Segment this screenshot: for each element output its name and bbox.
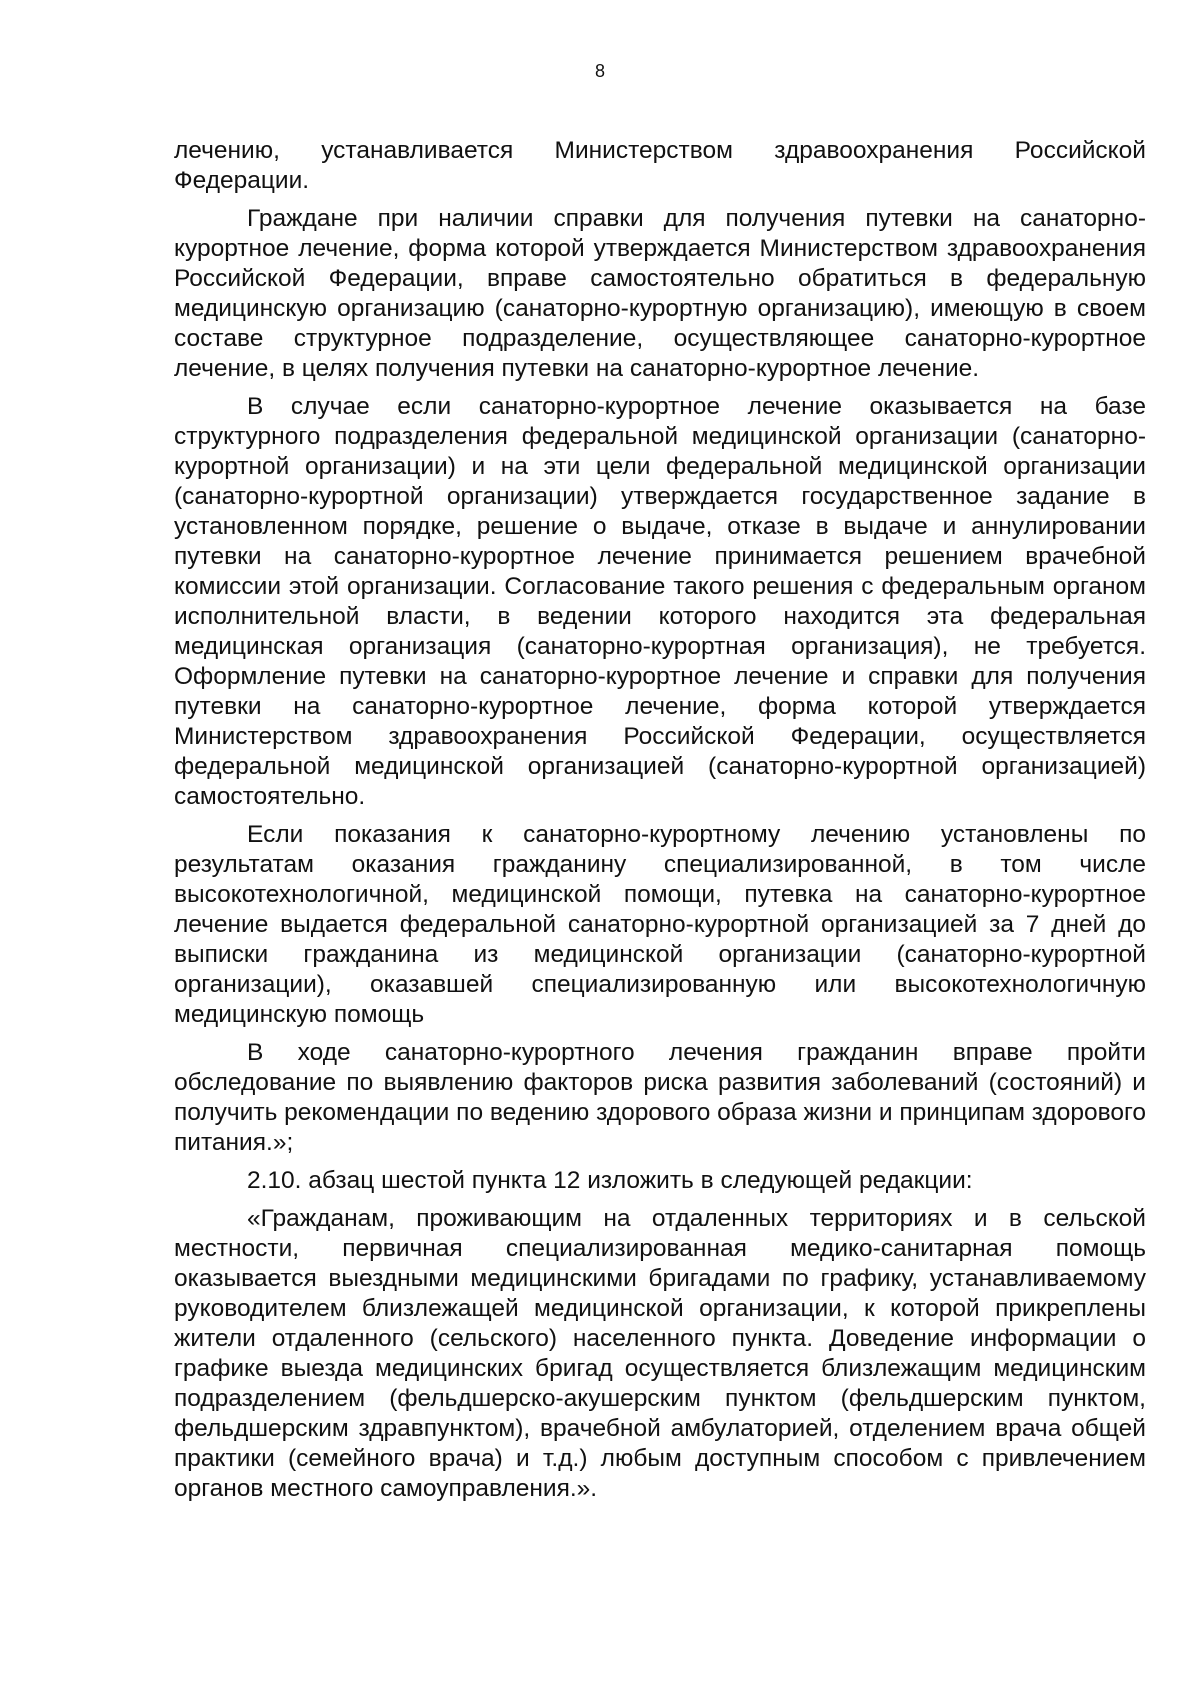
document-body [174, 136, 1146, 1512]
paragraph-structural-unit: В случае если санаторно-курортное лечение оказывается на базе структурного подразделения федеральной медицинской организации (санаторно-курортной организации) и на эти цели федеральной медицинской организации (санаторно-курортной организации) утверждается государственное задание в установленном порядке, решение о выдаче, отказе в выдаче и аннулировании путевки на санаторно-курортное лечение принимается решением врачебной комиссии этой организации. Согласование такого решения с федеральным органом исполнительной власти, в ведении которого находится эта федеральная медицинская организация (санаторно-курортная организация), не требуется. Оформление путевки на санаторно-курортное лечение и справки для получения путевки на санаторно-курортное лечение, форма которой утверждается Министерством здравоохранения Российской Федерации, осуществляется федеральной медицинской организацией (санаторно-курортной организацией) самостоятельно. [174, 393, 1146, 810]
paragraph-risk-screening: В ходе санаторно-курортного лечения гражданин вправе пройти обследование по выявлению факторов риска развития заболеваний (состояний) и получить рекомендации по ведению здорового образа жизни и принципам здорового питания.»; [174, 1039, 1146, 1156]
page-number: 8 [594, 61, 605, 81]
paragraph-continuation: лечению, устанавливается Министерством здравоохранения Российской Федерации. [174, 137, 1146, 194]
paragraph-high-tech-care: Если показания к санаторно-курортному лечению установлены по результатам оказания гражданину специализированной, в том числе высокотехнологичной, медицинской помощи, путевка на санаторно-курортное лечение выдается федеральной санаторно-курортной организацией за 7 дней до выписки гражданина из медицинской организации (санаторно-курортной организации), оказавшей специализированную или высокотехнологичную медицинскую помощь [174, 821, 1146, 1028]
paragraph-remote-territories: «Гражданам, проживающим на отдаленных территориях и в сельской местности, первичная специализированная медико-санитарная помощь оказывается выездными медицинскими бригадами по графику, устанавливаемому руководителем близлежащей медицинской организации, к которой прикреплены жители отдаленного (сельского) населенного пункта. Доведение информации о графике выезда медицинских бригад осуществляется близлежащим медицинским подразделением (фельдшерско-акушерским пунктом (фельдшерским пунктом, фельдшерским здравпунктом), врачебной амбулаторией, отделением врача общей практики (семейного врача) и т.д.) любым доступным способом с привлечением органов местного самоуправления.». [174, 1205, 1146, 1502]
paragraph-voucher-request: Граждане при наличии справки для получения путевки на санаторно-курортное лечение, форма которой утверждается Министерством здравоохранения Российской Федерации, вправе самостоятельно обратиться в федеральную медицинскую организацию (санаторно-курортную организацию), имеющую в своем составе структурное подразделение, осуществляющее санаторно-курортное лечение, в целях получения путевки на санаторно-курортное лечение. [174, 205, 1146, 382]
paragraph-amendment-2-10: 2.10. абзац шестой пункта 12 изложить в следующей редакции: [247, 1167, 973, 1194]
